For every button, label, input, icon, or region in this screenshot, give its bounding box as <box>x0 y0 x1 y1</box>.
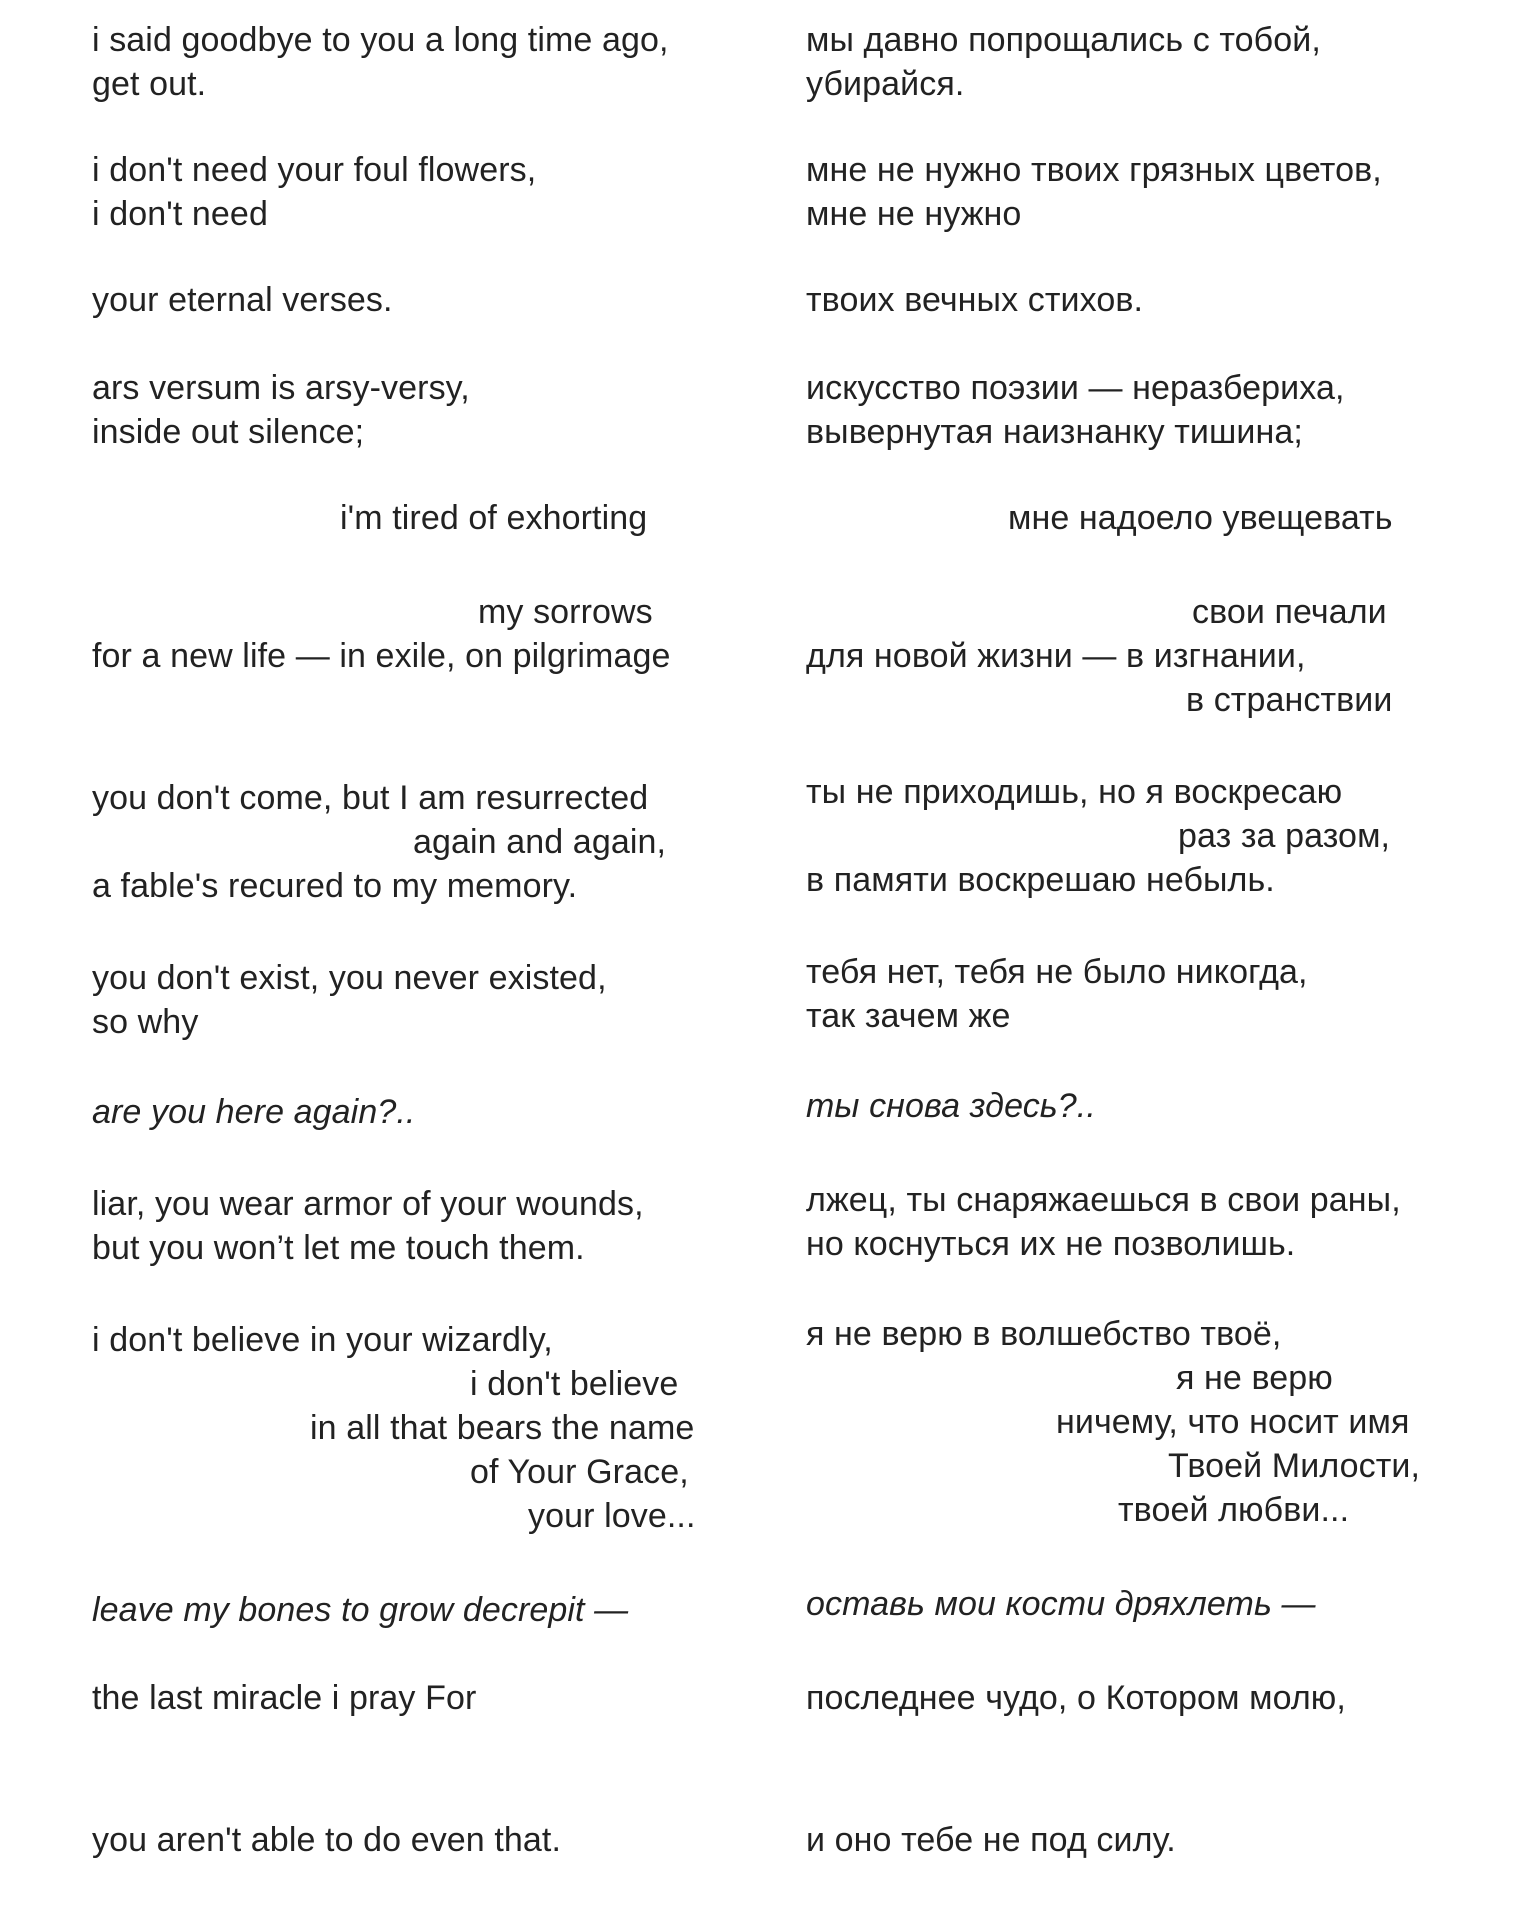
en-line: you don't exist, you never existed, <box>92 959 607 997</box>
en-line: i don't believe <box>470 1365 679 1403</box>
en-line: i don't need your foul flowers, <box>92 151 537 189</box>
en-line: my sorrows <box>478 593 653 631</box>
en-line: are you here again?.. <box>92 1093 416 1131</box>
ru-line: мне не нужно <box>806 195 1022 233</box>
en-line: so why <box>92 1003 199 1041</box>
ru-line: твоей любви... <box>1118 1491 1350 1529</box>
en-line: but you won’t let me touch them. <box>92 1229 585 1267</box>
en-line: you aren't able to do even that. <box>92 1821 562 1859</box>
en-line: again and again, <box>413 823 667 861</box>
ru-line: ты не приходишь, но я воскресаю <box>806 773 1343 811</box>
ru-line: мне не нужно твоих грязных цветов, <box>806 151 1382 189</box>
en-line: your love... <box>528 1497 696 1535</box>
ru-line: твоих вечных стихов. <box>806 281 1144 319</box>
ru-line: тебя нет, тебя не было никогда, <box>806 953 1308 991</box>
ru-line: убирайся. <box>806 65 965 103</box>
ru-line: я не верю в волшебство твоё, <box>806 1315 1282 1353</box>
ru-line: для новой жизни — в изгнании, <box>806 637 1306 675</box>
ru-line: мы давно попрощались с тобой, <box>806 21 1321 59</box>
en-line: i don't believe in your wizardly, <box>92 1321 553 1359</box>
ru-line: последнее чудо, о Котором молю, <box>806 1679 1346 1717</box>
en-line: a fable's recured to my memory. <box>92 867 578 905</box>
en-line: for a new life — in exile, on pilgrimage <box>92 637 671 675</box>
ru-line: ничему, что носит имя <box>1056 1403 1410 1441</box>
en-line: get out. <box>92 65 207 103</box>
en-line: of Your Grace, <box>470 1453 689 1491</box>
ru-line: вывернутая наизнанку тишина; <box>806 413 1303 451</box>
ru-line: искусство поэзии — неразбериха, <box>806 369 1345 407</box>
en-line: your eternal verses. <box>92 281 393 319</box>
ru-line: оставь мои кости дряхлеть — <box>806 1585 1316 1623</box>
en-line: leave my bones to grow decrepit — <box>92 1591 629 1629</box>
en-line: liar, you wear armor of your wounds, <box>92 1185 644 1223</box>
ru-line: я не верю <box>1176 1359 1333 1397</box>
en-line: i'm tired of exhorting <box>340 499 648 537</box>
ru-line: в странствии <box>1186 681 1393 719</box>
en-line: in all that bears the name <box>310 1409 695 1447</box>
ru-line: свои печали <box>1192 593 1387 631</box>
ru-line: лжец, ты снаряжаешься в свои раны, <box>806 1181 1401 1219</box>
en-line: i said goodbye to you a long time ago, <box>92 21 669 59</box>
en-line: i don't need <box>92 195 268 233</box>
ru-line: в памяти воскрешаю небыль. <box>806 861 1275 899</box>
en-line: you don't come, but I am resurrected <box>92 779 649 817</box>
en-line: ars versum is arsy-versy, <box>92 369 470 407</box>
en-line: the last miracle i pray For <box>92 1679 477 1717</box>
ru-line: и оно тебе не под силу. <box>806 1821 1176 1859</box>
ru-line: мне надоело увещевать <box>1008 499 1393 537</box>
ru-line: Твоей Милости, <box>1168 1447 1421 1485</box>
ru-line: ты снова здесь?.. <box>806 1087 1096 1125</box>
ru-line: раз за разом, <box>1178 817 1391 855</box>
ru-line: так зачем же <box>806 997 1011 1035</box>
ru-line: но коснуться их не позволишь. <box>806 1225 1296 1263</box>
en-line: inside out silence; <box>92 413 365 451</box>
